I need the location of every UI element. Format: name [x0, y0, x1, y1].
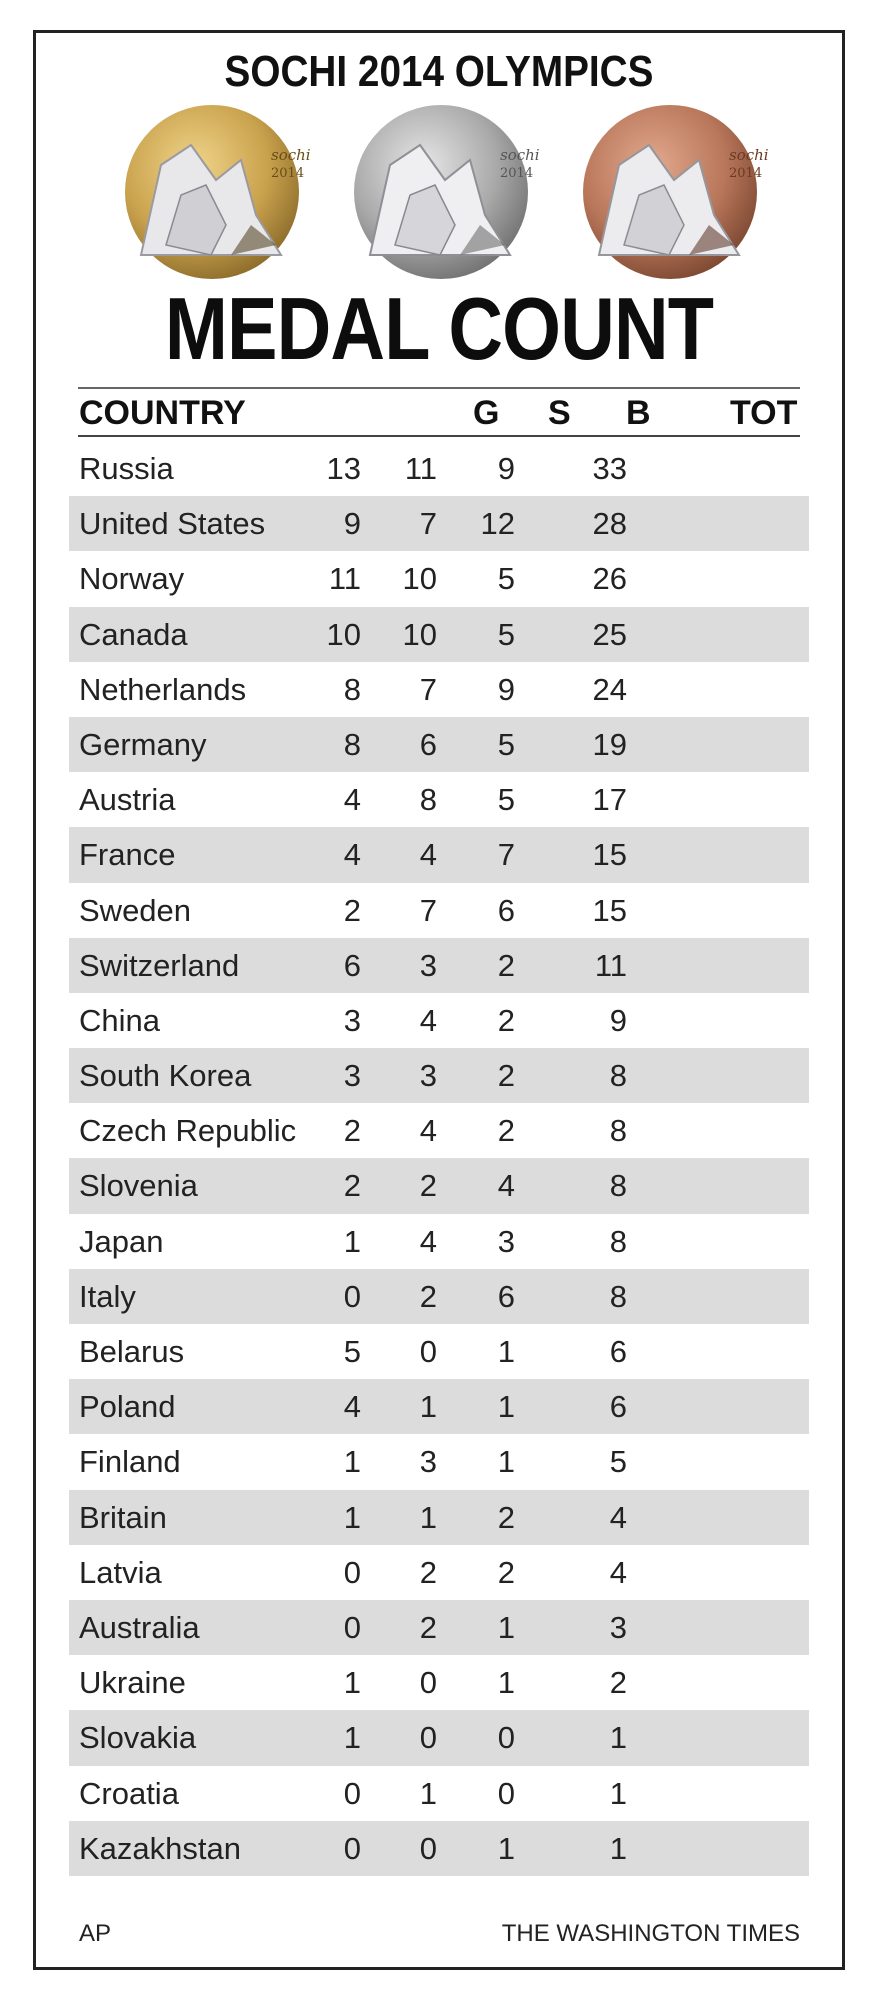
bronze-count-cell: 12 — [480, 506, 515, 542]
bronze-count-cell: 1 — [497, 1609, 515, 1645]
country-cell: Netherlands — [79, 671, 247, 707]
total-count-cell: 3 — [609, 1609, 627, 1645]
column-header-country: COUNTRY — [79, 394, 246, 432]
country-cell: Finland — [79, 1444, 181, 1480]
bronze-count-cell: 1 — [497, 1444, 515, 1480]
silver-count-cell: 3 — [419, 1444, 437, 1480]
silver-count-cell: 2 — [419, 1168, 437, 1204]
silver-count-cell: 10 — [402, 616, 437, 652]
svg-text:2014: 2014 — [729, 166, 763, 181]
table-row — [69, 1434, 809, 1489]
bronze-count-cell: 6 — [497, 892, 515, 928]
bronze-count-cell: 1 — [497, 1389, 515, 1425]
table-row — [69, 496, 809, 551]
bronze-count-cell: 7 — [497, 837, 515, 873]
total-count-cell: 17 — [592, 782, 627, 818]
gold-count-cell: 5 — [343, 1334, 361, 1369]
total-count-cell: 4 — [609, 1499, 627, 1535]
country-cell: Japan — [79, 1223, 164, 1259]
country-cell: Germany — [79, 726, 207, 762]
gold-count-cell: 13 — [326, 451, 361, 486]
country-cell: Sweden — [79, 892, 192, 928]
silver-count-cell: 2 — [419, 1609, 437, 1645]
gold-count-cell: 4 — [343, 837, 361, 873]
svg-text:2014: 2014 — [271, 166, 305, 181]
country-cell: South Korea — [79, 1058, 252, 1094]
total-count-cell: 19 — [592, 726, 627, 762]
total-count-cell: 26 — [592, 561, 627, 597]
gold-count-cell: 0 — [343, 1278, 361, 1314]
silver-count-cell: 7 — [419, 671, 437, 707]
total-count-cell: 1 — [609, 1720, 627, 1756]
table-row — [69, 1158, 809, 1213]
total-count-cell: 1 — [609, 1775, 627, 1811]
table-row — [69, 883, 809, 938]
bronze-count-cell: 9 — [497, 451, 515, 486]
table-row — [69, 1490, 809, 1545]
bronze-count-cell: 9 — [497, 671, 515, 707]
total-count-cell: 15 — [592, 892, 627, 928]
bronze-count-cell: 2 — [497, 1058, 515, 1094]
bronze-count-cell: 5 — [497, 782, 515, 818]
table-row — [69, 827, 809, 882]
silver-medal — [310, 105, 572, 280]
country-cell: United States — [79, 506, 266, 542]
gold-count-cell: 6 — [343, 947, 361, 983]
gold-count-cell: 11 — [328, 561, 361, 597]
silver-count-cell: 0 — [419, 1334, 437, 1369]
medal-table — [69, 441, 809, 1876]
country-cell: France — [79, 837, 176, 873]
table-row — [69, 1269, 809, 1324]
bronze-count-cell: 0 — [497, 1775, 515, 1811]
country-cell: Britain — [79, 1499, 167, 1535]
gold-count-cell: 0 — [343, 1775, 361, 1811]
gold-count-cell: 1 — [343, 1720, 361, 1756]
medals-illustration — [81, 105, 801, 280]
table-row — [69, 717, 809, 772]
column-header-total: TOT — [730, 394, 798, 432]
bronze-count-cell: 1 — [497, 1334, 515, 1369]
gold-medal — [81, 105, 343, 280]
publisher-credit: THE WASHINGTON TIMES — [501, 1920, 800, 1947]
column-header-gold: G — [473, 394, 500, 432]
total-count-cell: 25 — [592, 616, 627, 652]
gold-count-cell: 1 — [343, 1223, 361, 1259]
country-cell: Italy — [79, 1278, 136, 1314]
bronze-count-cell: 2 — [497, 1002, 515, 1038]
country-cell: Slovakia — [79, 1720, 197, 1756]
country-cell: Kazakhstan — [79, 1830, 241, 1866]
table-top-rule — [78, 387, 800, 389]
silver-count-cell: 0 — [419, 1665, 437, 1701]
page-title: SOCHI 2014 OLYMPICS — [224, 47, 654, 96]
gold-count-cell: 2 — [343, 1113, 361, 1149]
silver-count-cell: 1 — [419, 1499, 437, 1535]
table-row — [69, 1103, 809, 1158]
bronze-count-cell: 1 — [497, 1830, 515, 1866]
country-cell: Belarus — [79, 1334, 185, 1369]
gold-count-cell: 2 — [343, 1168, 361, 1204]
table-row — [69, 1600, 809, 1655]
source-credit: AP — [79, 1920, 112, 1947]
bronze-count-cell: 0 — [497, 1720, 515, 1756]
table-row — [69, 1545, 809, 1600]
svg-text:2014: 2014 — [500, 166, 534, 181]
gold-count-cell: 4 — [343, 782, 361, 818]
silver-count-cell: 6 — [419, 726, 437, 762]
table-row — [69, 441, 809, 496]
silver-count-cell: 3 — [419, 1058, 437, 1094]
silver-count-cell: 3 — [419, 947, 437, 983]
total-count-cell: 8 — [609, 1168, 627, 1204]
silver-count-cell: 7 — [419, 506, 437, 542]
gold-count-cell: 1 — [343, 1665, 361, 1701]
svg-text:sochi: sochi — [500, 146, 540, 164]
total-count-cell: 11 — [594, 947, 627, 983]
country-cell: Latvia — [79, 1554, 162, 1590]
table-row — [69, 607, 809, 662]
total-count-cell: 6 — [609, 1334, 627, 1369]
country-cell: Slovenia — [79, 1168, 198, 1204]
bronze-count-cell: 5 — [497, 726, 515, 762]
gold-count-cell: 3 — [343, 1058, 361, 1094]
bronze-count-cell: 3 — [497, 1223, 515, 1259]
country-cell: Norway — [79, 561, 185, 597]
bronze-count-cell: 2 — [497, 947, 515, 983]
total-count-cell: 2 — [609, 1665, 627, 1701]
country-cell: Czech Republic — [79, 1113, 297, 1149]
gold-count-cell: 4 — [343, 1389, 361, 1425]
bronze-count-cell: 2 — [497, 1113, 515, 1149]
silver-count-cell: 4 — [419, 1002, 437, 1038]
total-count-cell: 24 — [592, 671, 627, 707]
total-count-cell: 33 — [592, 451, 627, 486]
country-cell: Ukraine — [79, 1665, 186, 1701]
country-cell: Poland — [79, 1389, 176, 1425]
table-row — [69, 1821, 809, 1876]
silver-count-cell: 2 — [419, 1278, 437, 1314]
table-row — [69, 938, 809, 993]
infographic-frame — [33, 30, 845, 1970]
bronze-count-cell: 5 — [497, 561, 515, 597]
total-count-cell: 5 — [609, 1444, 627, 1480]
country-cell: Croatia — [79, 1775, 179, 1811]
silver-count-cell: 10 — [402, 561, 437, 597]
bronze-count-cell: 2 — [497, 1554, 515, 1590]
silver-count-cell: 0 — [419, 1720, 437, 1756]
silver-count-cell: 1 — [419, 1389, 437, 1425]
total-count-cell: 8 — [609, 1278, 627, 1314]
table-row — [69, 1766, 809, 1821]
country-cell: Austria — [79, 782, 176, 818]
bronze-count-cell: 2 — [497, 1499, 515, 1535]
table-row — [69, 1655, 809, 1710]
table-row — [69, 551, 809, 606]
column-header-silver: S — [548, 394, 571, 432]
silver-count-cell: 8 — [419, 782, 437, 818]
table-row — [69, 662, 809, 717]
total-count-cell: 15 — [592, 837, 627, 873]
silver-count-cell: 2 — [419, 1554, 437, 1590]
silver-count-cell: 11 — [404, 451, 437, 486]
table-row — [69, 1710, 809, 1765]
svg-text:sochi: sochi — [271, 146, 311, 164]
gold-count-cell: 0 — [343, 1554, 361, 1590]
total-count-cell: 28 — [592, 506, 627, 542]
headline: MEDAL COUNT — [164, 279, 714, 378]
table-row — [69, 1214, 809, 1269]
bronze-count-cell: 5 — [497, 616, 515, 652]
table-row — [69, 993, 809, 1048]
column-header-bronze: B — [626, 394, 651, 432]
silver-count-cell: 0 — [419, 1830, 437, 1866]
gold-count-cell: 9 — [343, 506, 361, 542]
total-count-cell: 8 — [609, 1058, 627, 1094]
gold-count-cell: 2 — [343, 892, 361, 928]
silver-count-cell: 4 — [419, 1223, 437, 1259]
total-count-cell: 9 — [609, 1002, 627, 1038]
svg-text:sochi: sochi — [729, 146, 769, 164]
table-row — [69, 1048, 809, 1103]
bronze-count-cell: 1 — [497, 1665, 515, 1701]
country-cell: China — [79, 1002, 160, 1038]
country-cell: Russia — [79, 451, 174, 486]
silver-count-cell: 4 — [419, 837, 437, 873]
table-row — [69, 1379, 809, 1434]
total-count-cell: 8 — [609, 1113, 627, 1149]
silver-count-cell: 7 — [419, 892, 437, 928]
total-count-cell: 4 — [609, 1554, 627, 1590]
country-cell: Switzerland — [79, 947, 240, 983]
country-cell: Australia — [79, 1609, 200, 1645]
gold-count-cell: 10 — [326, 616, 361, 652]
header-rule — [78, 435, 800, 437]
gold-count-cell: 8 — [343, 726, 361, 762]
gold-count-cell: 0 — [343, 1609, 361, 1645]
bronze-count-cell: 6 — [497, 1278, 515, 1314]
gold-count-cell: 1 — [343, 1499, 361, 1535]
table-row — [69, 772, 809, 827]
bronze-medal — [539, 105, 801, 280]
gold-count-cell: 8 — [343, 671, 361, 707]
silver-count-cell: 1 — [419, 1775, 437, 1811]
bronze-count-cell: 4 — [497, 1168, 515, 1204]
silver-count-cell: 4 — [419, 1113, 437, 1149]
gold-count-cell: 0 — [343, 1830, 361, 1866]
gold-count-cell: 3 — [343, 1002, 361, 1038]
table-row — [69, 1324, 809, 1379]
country-cell: Canada — [79, 616, 188, 652]
total-count-cell: 1 — [609, 1830, 627, 1866]
total-count-cell: 6 — [609, 1389, 627, 1425]
gold-count-cell: 1 — [343, 1444, 361, 1480]
total-count-cell: 8 — [609, 1223, 627, 1259]
